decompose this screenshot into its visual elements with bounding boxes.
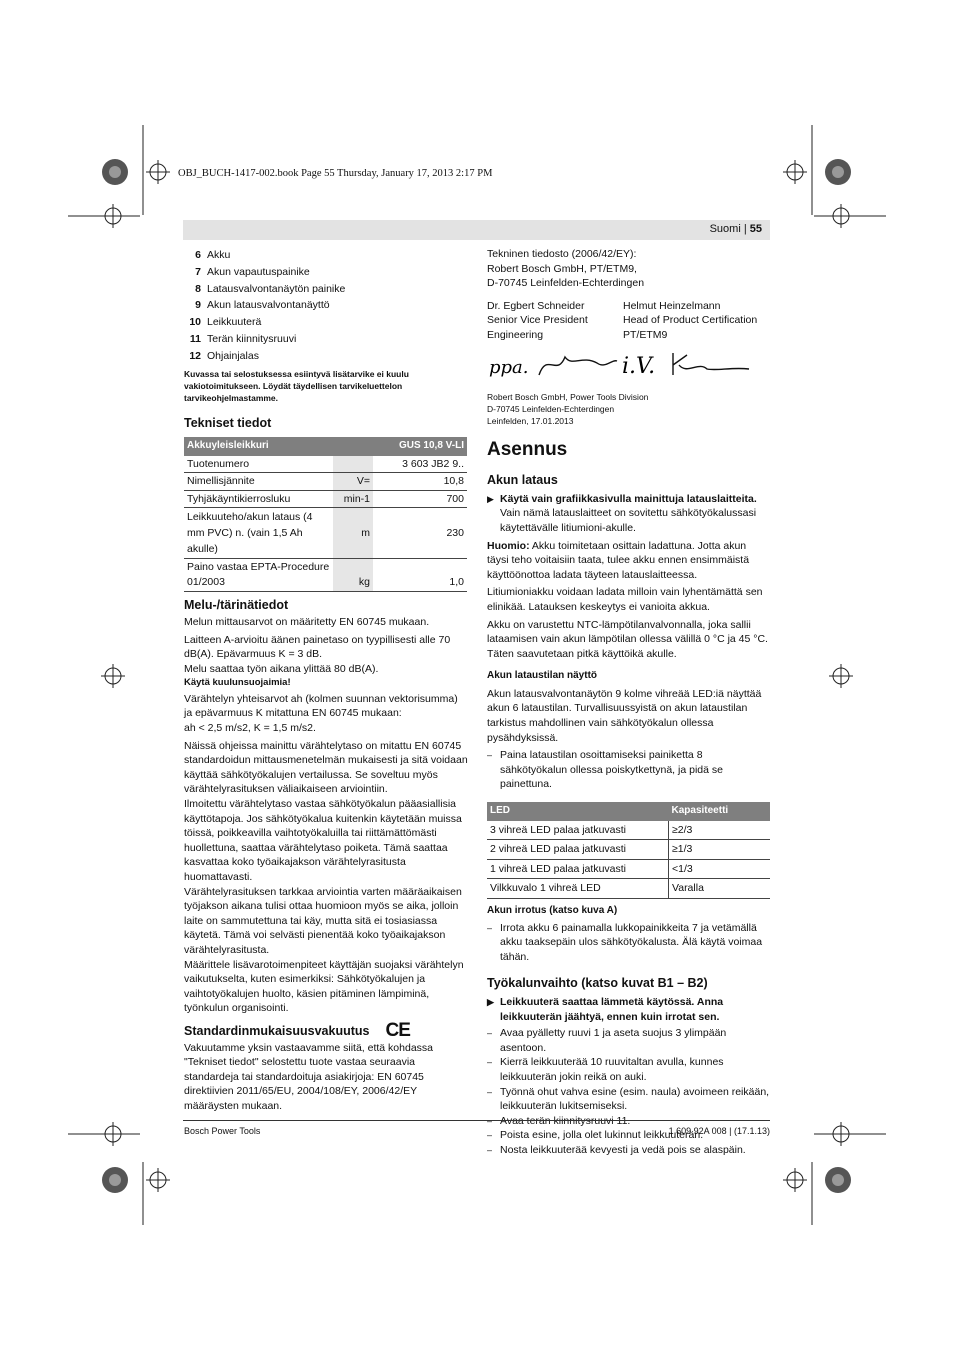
table-row: Tyhjäkäyntikierrosluku min-1 700 <box>184 490 467 508</box>
file-info: OBJ_BUCH-1417-002.book Page 55 Thursday, January 17, 2013 2:17 PM <box>178 168 493 179</box>
address: Robert Bosch GmbH, Power Tools Division <box>487 391 649 402</box>
paragraph: Laitteen A-arvioitu äänen painetaso on tyypillisesti alle 70 dB(A). Epävarmuus K = 3 dB. <box>184 633 451 661</box>
paragraph: Melun mittausarvot on määritetty EN 60745 mukaan. <box>184 616 430 629</box>
svg-text:ppa.: ppa. <box>489 356 529 378</box>
paragraph: Melu saattaa työn aikana ylittää 80 dB(A). <box>184 663 379 675</box>
conformity-title: Standardinmukaisuusvakuutus <box>184 1023 370 1038</box>
list-item: 12 Ohjainjalas <box>189 349 259 362</box>
page-number: 55 <box>749 223 762 235</box>
table-row: 2 vihreä LED palaa jatkuvasti ≥1/3 <box>487 840 770 860</box>
footer-brand: Bosch Power Tools <box>184 1126 261 1136</box>
table-row: Vilkkuvalo 1 vihreä LED Varalla <box>487 879 770 899</box>
list-item: 9 Akun latausvalvontanäyttö <box>195 299 330 312</box>
tech-head-left: Akkuyleisleikkuri <box>184 437 373 456</box>
assembly-title: Asennus <box>487 438 568 460</box>
left-column <box>184 247 468 1114</box>
list-item: – Työnnä ohut vahva esine (esim. naula) avoimeen reikään, leikkuuterän lukitsemiseksi. <box>487 1085 770 1113</box>
list-item: – Paina lataustilan osoittamiseksi painiketta 8 sähkötyökalun ollessa poiskytkettynä, ja pidä se painettuna. <box>487 749 723 791</box>
ce-mark: CE <box>385 1019 410 1041</box>
table-row: Paino vastaa EPTA-Procedure 01/2003 kg 1,0 <box>184 559 467 591</box>
paragraph: Ilmoitettu värähtelytaso vastaa sähkötyökalun pääasiallisia käyttötapoja. Jos sähkötyökalua kuitenkin käytetään muissa töissä, poikkeavilla vaihtotyökaluilla tai riittämättömästi huollettuna, saattaa värähtelytaso poiketa. Tämä saattaa kasvattaa koko työaikajakson värähtelyrasitusta huomattavasti. <box>184 798 462 884</box>
paragraph: D-70745 Leinfelden-Echterdingen <box>487 277 645 290</box>
list-item: 7 Akun vapautuspainike <box>195 265 310 278</box>
paragraph: Akku on varustettu NTC-lämpötilanvalvonnalla, joka sallii lataamisen vain akun lämpötilan ollessa välillä 0 °C ja 45 °C. Täten saavutetaan pitkä käyttöikä akulle. <box>487 618 768 660</box>
section-name: Suomi <box>709 223 741 235</box>
paragraph: Vakuutamme yksin vastaavamme siitä, että kohdassa "Tekniset tiedot" selostettu tuote vastaa seuraavia standardeja tai standardoituja asiakirjoja: EN 60745 direktiivien 2011/65/EU, 2004/108/EY, 2006/42/EY määräysten mukaan. <box>184 1041 434 1112</box>
list-item: 10 Leikkuuterä <box>189 316 262 329</box>
signature-image <box>487 347 770 387</box>
svg-text:i.V.: i.V. <box>622 353 656 379</box>
display-title: Akun lataustilan näyttö <box>487 670 598 682</box>
list-item: ▶ Leikkuuterä saattaa lämmetä käytössä. Anna leikkuuterän jäähtyä, ennen kuin irrotat sen. <box>487 995 724 1023</box>
list-item: 11 Terän kiinnitysruuvi <box>189 333 297 346</box>
list-item: – Kierrä leikkuuterää 10 ruuvitaltan avulla, kunnes leikkuuterän jokin reikä on auki. <box>487 1056 724 1083</box>
table-row: Tuotenumero 3 603 JB2 9.. <box>184 456 467 473</box>
address: D-70745 Leinfelden-Echterdingen <box>487 403 615 414</box>
footer-rule <box>183 1120 770 1121</box>
remove-title: Akun irrotus (katso kuva A) <box>487 905 618 916</box>
list-item: – Poista esine, jolla olet lukinnut leikkuuterän. <box>487 1129 704 1142</box>
list-item: – Irrota akku 6 painamalla lukkopainikkeita 7 ja vetämällä akku taaksepäin ulos sähkötyökalusta. Älä käytä voimaa tähän. <box>487 921 763 963</box>
list-item: 8 Latausvalvontanäytön painike <box>195 282 346 295</box>
noise-title: Melu-/tärinätiedot <box>184 597 289 612</box>
date: Leinfelden, 17.01.2013 <box>487 415 574 426</box>
parts-list <box>184 247 468 365</box>
tech-head-right: GUS 10,8 V-LI <box>373 437 467 456</box>
list-item: – Nosta leikkuuterää kevyesti ja vedä pois se alaspäin. <box>487 1143 746 1156</box>
paragraph: ah < 2,5 m/s2, K = 1,5 m/s2. <box>184 722 316 735</box>
table-row: 3 vihreä LED palaa jatkuvasti ≥2/3 <box>487 821 770 840</box>
list-item: – Avaa pyälletty ruuvi 1 ja aseta suojus 3 ylimpään asentoon. <box>487 1027 727 1054</box>
table-row: Nimellisjännite V= 10,8 <box>184 473 467 491</box>
paragraph: Määrittele lisävarotoimenpiteet käyttäjän suojaksi värähtelyn vaikutukselta, kuten esimerkiksi: Sähkötyökalujen ja vaihtotyökalujen huolto, käsien pitäminen lämpiminä, työnkulun organisointi. <box>184 958 464 1015</box>
tool-title: Työkalunvaihto (katso kuvat B1 – B2) <box>487 976 708 991</box>
paragraph: Akun latausvalvontanäytön 9 kolme vihreää LED:iä näyttää akun 6 lataustilan. Turvallisuussyistä on akun lataustilan tarkistus mahdollinen vain sähkötyökalun ollessa pysähdyksissä. <box>487 687 762 744</box>
paragraph: Tekninen tiedosto (2006/42/EY): <box>487 248 637 260</box>
tech-table <box>184 437 467 592</box>
paragraph: Litiumioniakku voidaan ladata milloin vain lyhentämättä sen elinikää. Latauksen keskeytys ei vanioita akkua. <box>487 586 763 613</box>
warning: Käytä kuulunsuojaimia! <box>184 676 291 688</box>
paragraph: Värähtelyn yhteisarvot ah (kolmen suunnan vektorisumma) ja epävarmuus K mitattuna EN 60745 mukaan: <box>184 692 458 720</box>
page-header: Suomi | 55 <box>183 220 770 240</box>
paragraph: Robert Bosch GmbH, PT/ETM9, <box>487 262 637 275</box>
paragraph: Huomio: Akku toimitetaan osittain ladattuna. Jotta akun täysi teho voitaisiin taata, tulee akku ennen ensimmäistä käyttöönottoa ladata täyteen latauslaitteessa. <box>487 539 750 581</box>
led-table: LED Kapasiteetti 3 vihreä LED palaa jatkuvasti ≥2/3 2 vihreä LED palaa jatkuvasti ≥1/3 1 vihreä LED palaa jatkuvasti <1/3 Vilkkuvalo 1 vihreä LED Varalla <box>487 802 770 899</box>
footer-docnum: 1 609 92A 008 | (17.1.13) <box>668 1126 770 1136</box>
accessory-note: Kuvassa tai selostuksessa esiintyvä lisätarvike ei kuulu vakiotoimitukseen. Löydät täydellisen tarvikeluettelon tarvikeohjelmastamme. <box>184 368 409 404</box>
charge-title: Akun lataus <box>487 473 558 488</box>
paragraph: Näissä ohjeissa mainittu värähtelytaso on mitattu EN 60745 standardoidun mittausmenetelmän mukaisesti ja sitä voidaan käyttää sähkötyökalujen vertailussa. Se soveltuu myös värähtelyrasituksen väliaikaiseen arviointiin. <box>184 739 468 796</box>
paragraph: Värähtelyrasituksen tarkkaa arviointia varten määräaikaisen työjakson aikana tulisi ottaa huomioon myös se aika, jolloin laite on sammutettuna tai käy, mutta sitä ei tosiasiassa käytetä. Tämä voi selvästi pienentää koko työaikajakson värähtelyrasitusta. <box>184 885 462 956</box>
table-row: 1 vihreä LED palaa jatkuvasti <1/3 <box>487 859 770 879</box>
tech-title: Tekniset tiedot <box>184 416 272 431</box>
signatories: Dr. Egbert Schneider Senior Vice President Engineering Helmut Heinzelmann Head of Product Certification PT/ETM9 <box>487 299 758 341</box>
list-item: 6 Akku <box>195 249 231 262</box>
list-item: ▶ Käytä vain grafiikkasivulla mainittuja latauslaitteita. Vain nämä latauslaitteet on sovitettu sähkötyökalussasi käytettävälle litiumioni-akulle. <box>487 492 757 534</box>
right-column <box>487 247 770 1158</box>
table-row: Leikkuuteho/akun lataus (4 mm PVC) n. (vain 1,5 Ah akulle) m 230 <box>184 508 467 559</box>
